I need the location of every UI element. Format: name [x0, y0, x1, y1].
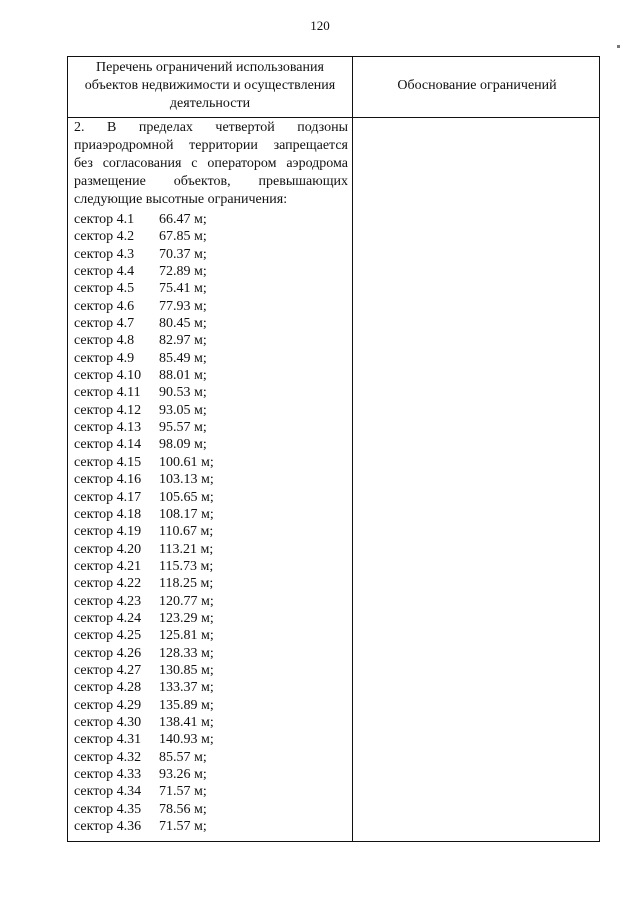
sector-height-value: 130.85 м; [159, 662, 214, 678]
scan-mark [617, 45, 620, 48]
sector-name: сектор 4.29 [74, 697, 142, 713]
sector-row [74, 402, 344, 419]
sector-name: сектор 4.1 [74, 212, 135, 227]
sector-row [74, 523, 344, 540]
sector-height-value: 85.49 м; [159, 350, 207, 366]
sector-row [74, 818, 344, 835]
sector-row [74, 575, 344, 592]
sector-row [74, 228, 344, 245]
sector-name: сектор 4.14 [74, 437, 142, 453]
sector-name: сектор 4.8 [74, 333, 135, 349]
header-divider [68, 117, 599, 118]
sector-height-value: 93.26 м; [159, 767, 207, 782]
sector-name: сектор 4.36 [74, 819, 142, 835]
sector-height-value: 140.93 м; [159, 732, 214, 748]
sector-row [74, 315, 344, 332]
sector-height-value: 95.57 м; [159, 420, 207, 436]
sector-height-value: 88.01 м; [159, 368, 207, 384]
sector-height-value: 98.09 м; [159, 437, 207, 453]
sector-height-value: 67.85 м; [159, 229, 207, 245]
sector-row [74, 332, 344, 349]
sector-name: сектор 4.7 [74, 316, 135, 332]
sector-height-value: 123.29 м; [159, 610, 214, 626]
header-left-cell [68, 59, 352, 113]
sector-height-value: 93.05 м; [159, 402, 207, 418]
sector-height-value: 108.17 м; [159, 506, 214, 522]
sector-name: сектор 4.4 [74, 264, 135, 280]
intro-line: приаэродромной территории запрещается [74, 138, 348, 153]
sector-name: сектор 4.24 [74, 610, 142, 626]
sector-name: сектор 4.33 [74, 767, 142, 782]
sector-row [74, 211, 344, 228]
sector-row [74, 263, 344, 280]
page-number: 120 [310, 18, 330, 33]
sector-name: сектор 4.25 [74, 628, 142, 644]
sector-height-value: 125.81 м; [159, 628, 214, 644]
sector-row [74, 367, 344, 384]
sector-height-list [74, 211, 344, 835]
sector-name: сектор 4.35 [74, 801, 142, 817]
sector-name: сектор 4.17 [74, 489, 142, 505]
sector-height-value: 120.77 м; [159, 593, 214, 609]
sector-name: сектор 4.15 [74, 454, 142, 470]
intro-line: следующие высотные ограничения: [74, 192, 288, 207]
sector-name: сектор 4.23 [74, 593, 142, 609]
sector-name: сектор 4.21 [74, 558, 142, 574]
sector-height-value: 71.57 м; [159, 784, 207, 800]
sector-row [74, 766, 344, 783]
sector-height-value: 90.53 м; [159, 385, 207, 401]
sector-row [74, 384, 344, 401]
header-left-line: Перечень ограничений использования [96, 60, 324, 75]
sector-name: сектор 4.9 [74, 350, 135, 366]
sector-name: сектор 4.20 [74, 541, 142, 557]
sector-row [74, 610, 344, 627]
sector-name: сектор 4.2 [74, 229, 135, 245]
sector-name: сектор 4.27 [74, 662, 142, 678]
sector-height-value: 138.41 м; [159, 714, 214, 730]
sector-height-value: 80.45 м; [159, 316, 207, 332]
sector-name: сектор 4.16 [74, 472, 142, 488]
sector-row [74, 489, 344, 506]
sector-height-value: 70.37 м; [159, 246, 207, 262]
sector-name: сектор 4.3 [74, 246, 135, 262]
sector-name: сектор 4.30 [74, 714, 142, 730]
sector-height-value: 72.89 м; [159, 264, 207, 280]
sector-name: сектор 4.26 [74, 645, 142, 661]
sector-height-value: 103.13 м; [159, 472, 214, 488]
sector-row [74, 471, 344, 488]
sector-row [74, 246, 344, 263]
sector-height-value: 75.41 м; [159, 281, 207, 297]
sector-name: сектор 4.18 [74, 506, 142, 522]
sector-row [74, 454, 344, 471]
sector-name: сектор 4.32 [74, 749, 142, 765]
sector-row [74, 645, 344, 662]
sector-height-value: 133.37 м; [159, 680, 214, 696]
sector-name: сектор 4.12 [74, 402, 142, 418]
sector-row [74, 714, 344, 731]
sector-height-value: 82.97 м; [159, 333, 207, 349]
sector-name: сектор 4.34 [74, 784, 142, 800]
sector-row [74, 783, 344, 800]
restriction-intro-text [74, 119, 348, 209]
sector-row [74, 506, 344, 523]
sector-height-value: 66.47 м; [159, 212, 207, 227]
sector-row [74, 298, 344, 315]
sector-name: сектор 4.10 [74, 368, 142, 384]
sector-height-value: 115.73 м; [159, 558, 214, 574]
sector-name: сектор 4.31 [74, 732, 142, 748]
header-right-cell: Обоснование ограничений [397, 78, 557, 93]
sector-name: сектор 4.13 [74, 420, 142, 436]
sector-row [74, 280, 344, 297]
intro-line: 2. В пределах четвертой подзоны [74, 120, 348, 135]
sector-height-value: 118.25 м; [159, 576, 214, 592]
sector-name: сектор 4.5 [74, 281, 135, 297]
sector-name: сектор 4.6 [74, 298, 135, 314]
column-divider [352, 57, 353, 841]
sector-height-value: 85.57 м; [159, 749, 207, 765]
sector-row [74, 593, 344, 610]
sector-row [74, 679, 344, 696]
sector-row [74, 541, 344, 558]
sector-height-value: 100.61 м; [159, 454, 214, 470]
sector-row [74, 697, 344, 714]
sector-row [74, 350, 344, 367]
header-left-line: деятельности [169, 96, 251, 111]
sector-row [74, 801, 344, 818]
sector-height-value: 78.56 м; [159, 801, 207, 817]
header-left-line: объектов недвижимости и осуществления [84, 78, 336, 93]
intro-line: размещение объектов, превышающих [74, 174, 348, 189]
sector-height-value: 77.93 м; [159, 298, 207, 314]
sector-height-value: 113.21 м; [159, 541, 214, 557]
sector-row [74, 558, 344, 575]
restrictions-table [67, 56, 600, 842]
sector-row [74, 419, 344, 436]
sector-row [74, 436, 344, 453]
sector-row [74, 731, 344, 748]
sector-height-value: 135.89 м; [159, 697, 214, 713]
intro-line: без согласования с оператором аэродрома [74, 156, 348, 171]
sector-name: сектор 4.28 [74, 680, 142, 696]
sector-height-value: 105.65 м; [159, 489, 214, 505]
sector-name: сектор 4.19 [74, 524, 142, 540]
sector-name: сектор 4.22 [74, 576, 142, 592]
sector-height-value: 128.33 м; [159, 645, 214, 661]
sector-row [74, 627, 344, 644]
sector-name: сектор 4.11 [74, 385, 141, 401]
sector-height-value: 110.67 м; [159, 524, 214, 540]
sector-row [74, 662, 344, 679]
sector-row [74, 749, 344, 766]
sector-height-value: 71.57 м; [159, 819, 207, 835]
